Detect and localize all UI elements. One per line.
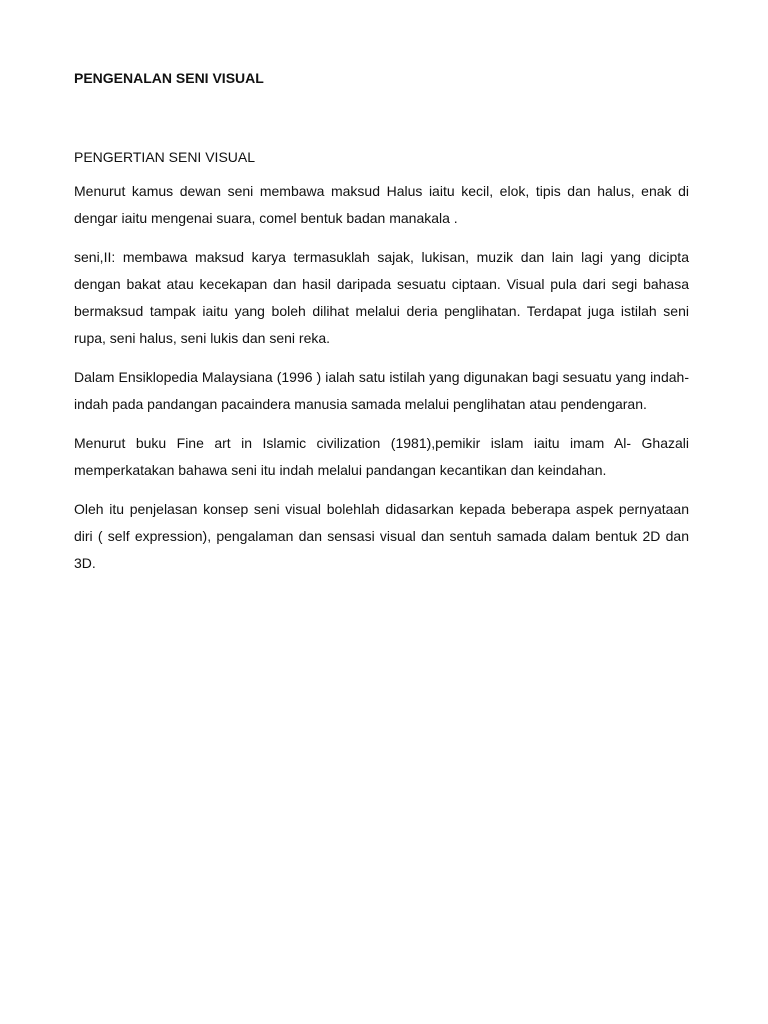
paragraph-seni-ii: seni,II: membawa maksud karya termasuklah sajak, lukisan, muzik dan lain lagi yang dicipta dengan bakat atau kecekapan dan hasil daripada sesuatu ciptaan. Visual pula dari segi bahasa bermaksud tampak iaitu yang boleh dilihat melalui deria penglihatan. Terdapat juga istilah seni rupa, seni halus, seni lukis dan seni reka. (74, 249, 689, 346)
section-heading: PENGERTIAN SENI VISUAL (74, 149, 256, 165)
paragraph-ensiklopedia: Dalam Ensiklopedia Malaysiana (1996 ) ialah satu istilah yang digunakan bagi sesuatu yang indah-indah pada pandangan pacaindera manusia samada melalui penglihatan atau pendengaran. (74, 369, 689, 412)
paragraph-kamus-dewan: Menurut kamus dewan seni membawa maksud Halus iaitu kecil, elok, tipis dan halus, enak di dengar iaitu mengenai suara, comel bentuk badan manakala . (74, 183, 689, 226)
document-title: PENGENALAN SENI VISUAL (74, 70, 264, 86)
paragraph-fine-art: Menurut buku Fine art in Islamic civilization (1981),pemikir islam iaitu imam Al- Ghazali memperkatakan bahawa seni itu indah melalui pandangan kecantikan dan keindahan. (74, 435, 689, 478)
paragraph-conclusion: Oleh itu penjelasan konsep seni visual bolehlah didasarkan kepada beberapa aspek pernyataan diri ( self expression), pengalaman dan sensasi visual dan sentuh samada dalam bentuk 2D dan 3D. (74, 501, 689, 571)
document-body (74, 68, 689, 577)
